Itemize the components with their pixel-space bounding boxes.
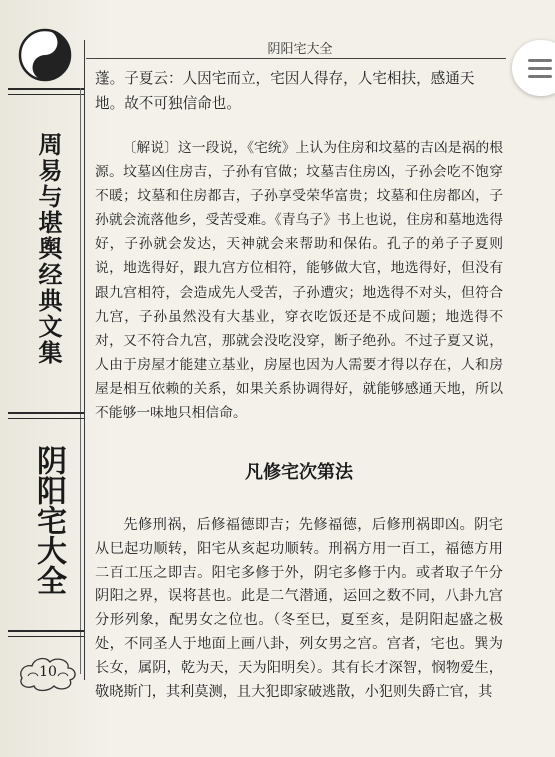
running-head: 阴阳宅大全 (267, 42, 333, 57)
hamburger-line-middle (528, 67, 552, 70)
section-heading: 凡修宅次第法 (245, 462, 353, 483)
margin-rule-bottom-thin (8, 636, 84, 637)
yin-yang-icon (18, 28, 72, 82)
margin-vertical-rule (84, 40, 85, 680)
paragraph-explanation: 〔解说〕这一段说，《宅统》上认为住房和坟墓的吉凶是祸的根源。坟墓凶住房吉，子孙有官做；坟墓吉住房凶，子孙会吃不饱穿不暖；坟墓和住房都吉，子孙享受荣华富贵；坟墓和住房都凶，子孙就会流落他乡，受苦受难。《青乌子》书上也说，住房和墓地选得好，子孙就会发达，天神就会来帮助和保佑。孔子的弟子子夏则说，地选得好，跟九宫方位相符，能够做大官，地选得好，但没有跟九宫相符，会造成先人受苦，子孙遭灾；地选得不对头，但符合九宫，子孙虽然没有大基业，穿衣吃饭还是不成问题；地选得不对，又不符合九宫，那就会没吃没穿，断子绝孙。不过子夏又说，人由于房屋才能建立基业，房屋也因为人需要才得以存在，人和房屋是相互依赖的关系，如果关系协调得好，就能够感通天地，所以不能够一味地只相信命。 (95, 140, 503, 422)
margin-rule-top-thin (8, 94, 84, 95)
menu-button[interactable] (512, 40, 555, 96)
page-number: 10 (39, 664, 57, 680)
hamburger-line-bottom (528, 75, 552, 78)
margin-rule-middle (8, 412, 84, 414)
paragraph-section: 先修刑祸，后修福德即吉；先修福德，后修刑祸即凶。阴宅从巳起功顺转，阳宅从亥起功顺转。刑祸方用一百工，福德方用二百工压之即吉。阳宅多修于外，阴宅多修于内。或者取子午分阴阳之界，误将甚也。此是二气潜通，运回之数不同，八卦九宫分形列象，配男女之位也。（冬至巳，夏至亥，是阴阳起盛之极处，不同圣人于地面上画八卦，列女男之宫。宫者，宅也。巽为长女，属阴，乾为天，天为阳明矣）。其有长才深智，悯物爱生，敬晓斯门，其利莫测，且大犯即家破逃散，小犯则失爵亡官，其 (95, 517, 503, 700)
page-number-block (16, 652, 80, 694)
book-title-vertical: 阴阳宅大全 (31, 445, 66, 595)
margin-rule-middle-thin (8, 418, 84, 419)
series-title: 周易与堪舆经典文集 (34, 132, 63, 366)
hamburger-menu-icon (528, 59, 552, 62)
margin-vertical-rule-inner (80, 88, 81, 674)
margin-rule-bottom (8, 630, 84, 632)
paragraph-continued: 蓬。子夏云：人因宅而立，宅因人得存，人宅相扶，感通天地。故不可独信命也。 (95, 70, 475, 112)
margin-rule-top (8, 88, 84, 90)
header-rule (86, 58, 506, 59)
